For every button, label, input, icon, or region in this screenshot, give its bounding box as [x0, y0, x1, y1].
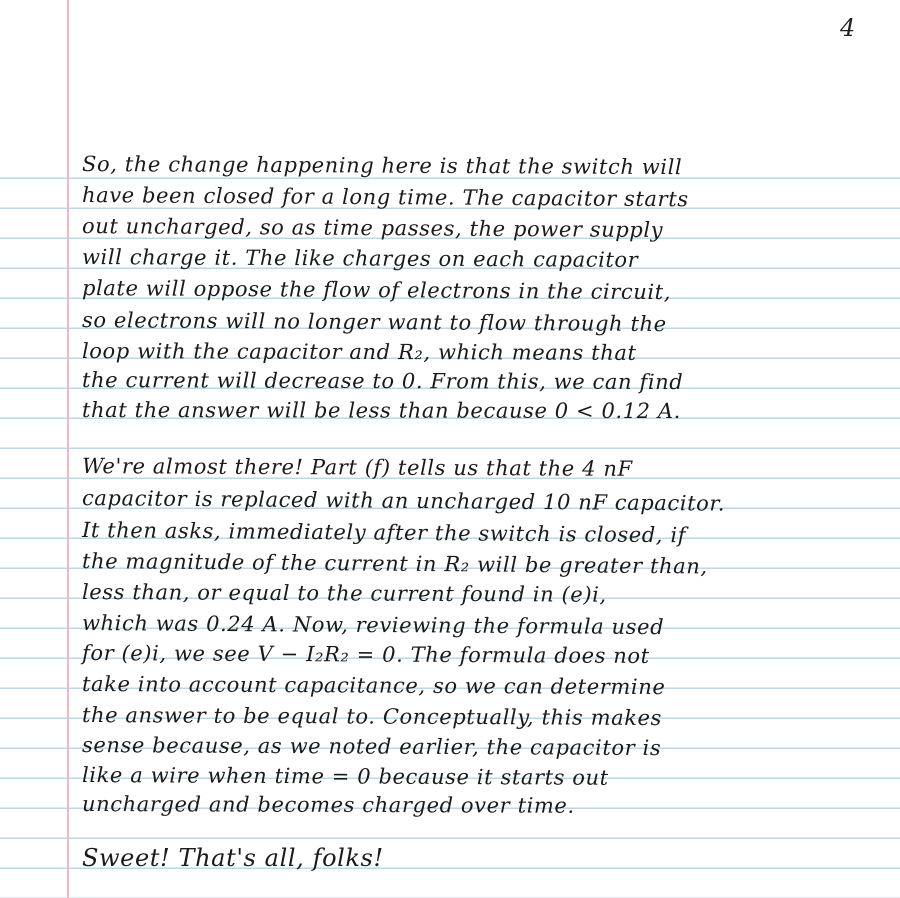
text-line: uncharged and becomes charged over time. — [81, 792, 575, 818]
text-line: less than, or equal to the current found in (e)i, — [81, 580, 607, 607]
text-line: the magnitude of the current in R₂ will be greater than, — [81, 549, 708, 579]
text-line: take into account capacitance, so we can determine — [81, 672, 666, 700]
text-line: like a wire when time = 0 because it starts out — [81, 763, 609, 790]
text-line: for (e)i, we see V − I₂R₂ = 0. The formula does not — [81, 641, 650, 668]
text-line: the answer to be equal to. Conceptually, this makes — [81, 703, 663, 731]
text-line: We're almost there! Part (f) tells us that the 4 nF — [81, 454, 633, 481]
text-line: plate will oppose the flow of electrons in the circuit, — [81, 276, 672, 305]
text-line: out uncharged, so as time passes, the power supply — [81, 214, 664, 243]
text-line: It then asks, immediately after the switch is closed, if — [81, 518, 687, 548]
text-line: Sweet! That's all, folks! — [82, 844, 384, 872]
text-line: have been closed for a long time. The capacitor starts — [81, 183, 689, 212]
text-line: so electrons will no longer want to flow through the — [81, 308, 667, 337]
text-line: will charge it. The like charges on each capacitor — [81, 245, 639, 272]
text-line: capacitor is replaced with an uncharged 10 nF capacitor. — [81, 486, 726, 516]
page-number: 4 — [840, 14, 856, 42]
text-line: that the answer will be less than because 0 < 0.12 A. — [81, 398, 681, 424]
text-line: sense because, as we noted earlier, the capacitor is — [81, 733, 662, 761]
text-line: the current will decrease to 0. From this, we can find — [81, 368, 684, 395]
text-line: So, the change happening here is that the switch will — [81, 152, 683, 180]
text-line: which was 0.24 A. Now, reviewing the formula used — [81, 611, 665, 640]
margin-rule — [67, 0, 69, 898]
text-line: loop with the capacitor and R₂, which means that — [81, 339, 637, 365]
